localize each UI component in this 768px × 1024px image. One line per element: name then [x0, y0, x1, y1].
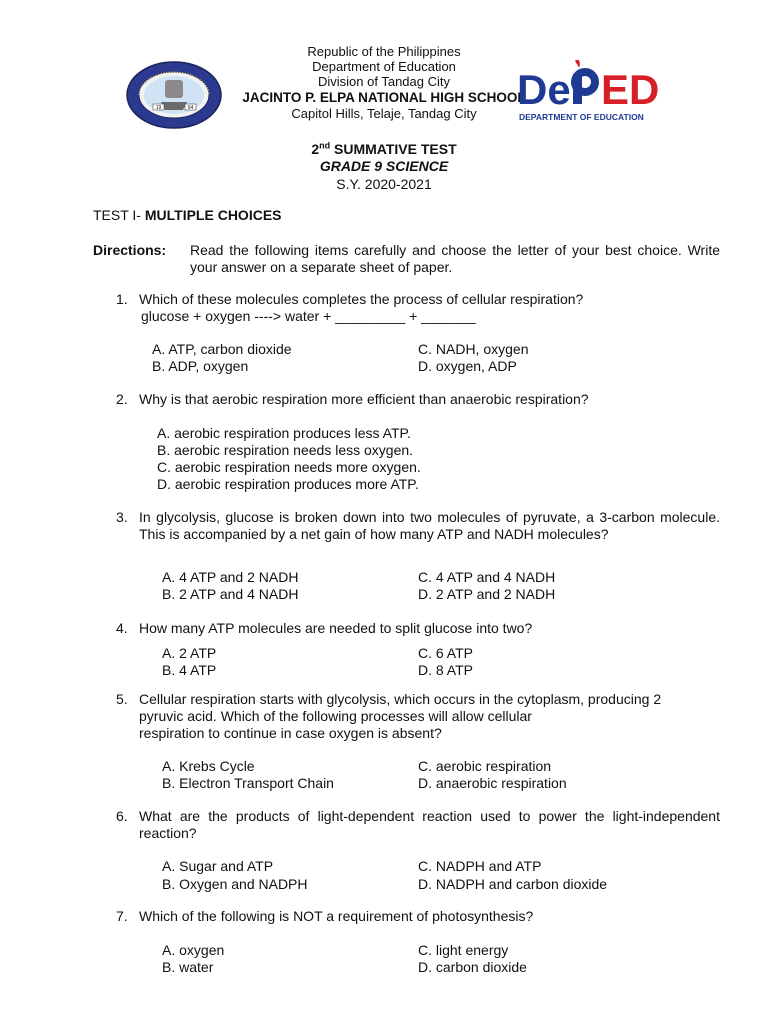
test-ordinal: 2 — [311, 141, 320, 157]
test-title — [0, 141, 768, 158]
question-3-option-a: A. 4 ATP and 2 NADH — [162, 569, 299, 585]
question-5-text-line-1: Cellular respiration starts with glycolysis, which occurs in the cytoplasm, producing 2 — [139, 691, 662, 707]
question-1-text: Which of these molecules completes the process of cellular respiration? — [139, 291, 584, 307]
question-1-option-a: A. ATP, carbon dioxide — [152, 341, 292, 357]
question-1-option-d: D. oxygen, ADP — [418, 358, 517, 374]
deped-wordmark-ed: ED — [601, 66, 660, 113]
question-1-option-b: B. ADP, oxygen — [152, 358, 249, 374]
question-5-option-c: C. aerobic respiration — [418, 758, 552, 774]
question-4-option-d: D. 8 ATP — [418, 662, 473, 678]
question-3-option-d: D. 2 ATP and 2 NADH — [418, 586, 556, 602]
question-2-option-c: C. aerobic respiration needs more oxygen. — [157, 459, 421, 475]
question-2-option-a: A. aerobic respiration produces less ATP. — [157, 425, 411, 441]
subject-title: GRADE 9 SCIENCE — [319, 158, 449, 174]
question-7-option-b: B. water — [162, 959, 214, 975]
question-7-option-c: C. light energy — [418, 942, 509, 958]
question-7-option-d: D. carbon dioxide — [418, 959, 527, 975]
question-1-number: 1. — [116, 291, 128, 307]
question-7-text: Which of the following is NOT a requirement of photosynthesis? — [139, 908, 534, 924]
seal-year-left: 19 — [155, 105, 162, 111]
question-7-option-a: A. oxygen — [162, 942, 225, 958]
question-6-option-b: B. Oxygen and NADPH — [162, 876, 308, 892]
question-6-option-c: C. NADPH and ATP — [418, 858, 542, 874]
deped-subtitle: DEPARTMENT OF EDUCATION — [519, 112, 644, 122]
school-name: JACINTO P. ELPA NATIONAL HIGH SCHOOL — [242, 90, 526, 105]
question-1-option-c: C. NADH, oxygen — [418, 341, 529, 357]
question-2-option-b: B. aerobic respiration needs less oxygen. — [157, 442, 414, 458]
question-5-number: 5. — [116, 691, 128, 707]
directions-text: Read the following items carefully and choose the letter of your best choice. Write your answer on a separate sheet of paper. — [190, 242, 720, 275]
test-ordinal-suffix: nd — [319, 140, 331, 151]
question-2-text: Why is that aerobic respiration more efficient than anaerobic respiration? — [139, 391, 589, 407]
test-name: SUMMATIVE TEST — [334, 141, 457, 157]
header-line-department: Department of Education — [312, 59, 456, 74]
header-line-republic: Republic of the Philippines — [307, 44, 461, 59]
question-3-option-b: B. 2 ATP and 4 NADH — [162, 586, 299, 602]
question-5-option-d: D. anaerobic respiration — [418, 775, 567, 791]
question-5-text-line-3: respiration to continue in case oxygen is absent? — [139, 725, 442, 741]
deped-wordmark-dep: De — [517, 66, 571, 113]
seal-year-right: 64 — [187, 105, 194, 111]
test-type: MULTIPLE CHOICES — [144, 207, 282, 223]
question-4-text: How many ATP molecules are needed to split glucose into two? — [139, 620, 533, 636]
question-2-number: 2. — [116, 391, 128, 407]
school-address: Capitol Hills, Telaje, Tandag City — [291, 106, 477, 121]
directions-label: Directions: — [93, 242, 167, 258]
question-5-text-line-2: pyruvic acid. Which of the following processes will allow cellular — [139, 708, 532, 724]
question-4-number: 4. — [116, 620, 128, 636]
test-prefix: TEST I- — [93, 207, 145, 223]
header-line-division: Division of Tandag City — [318, 74, 450, 89]
question-3-number: 3. — [116, 509, 128, 525]
deped-logo — [517, 60, 677, 124]
school-year: S.Y. 2020-2021 — [336, 176, 432, 192]
question-4-option-b: B. 4 ATP — [162, 662, 217, 678]
question-1-equation: glucose + oxygen ----> water + _________ + _______ — [141, 308, 476, 324]
question-3-text: In glycolysis, glucose is broken down into two molecules of pyruvate, a 3-carbon molecule. This is accompanied by a net gain of how many ATP and NADH molecules? — [139, 509, 720, 542]
question-2-option-d: D. aerobic respiration produces more ATP. — [157, 476, 419, 492]
question-6-option-a: A. Sugar and ATP — [162, 858, 274, 874]
test-heading — [93, 207, 282, 224]
question-6-number: 6. — [116, 808, 128, 824]
question-4-option-c: C. 6 ATP — [418, 645, 473, 661]
question-5-option-a: A. Krebs Cycle — [162, 758, 255, 774]
question-3-option-c: C. 4 ATP and 4 NADH — [418, 569, 556, 585]
question-5-option-b: B. Electron Transport Chain — [162, 775, 334, 791]
question-7-number: 7. — [116, 908, 128, 924]
question-6-text: What are the products of light-dependent reaction used to power the light-independent reaction? — [139, 808, 720, 841]
question-4-option-a: A. 2 ATP — [162, 645, 217, 661]
question-6-option-d: D. NADPH and carbon dioxide — [418, 876, 608, 892]
